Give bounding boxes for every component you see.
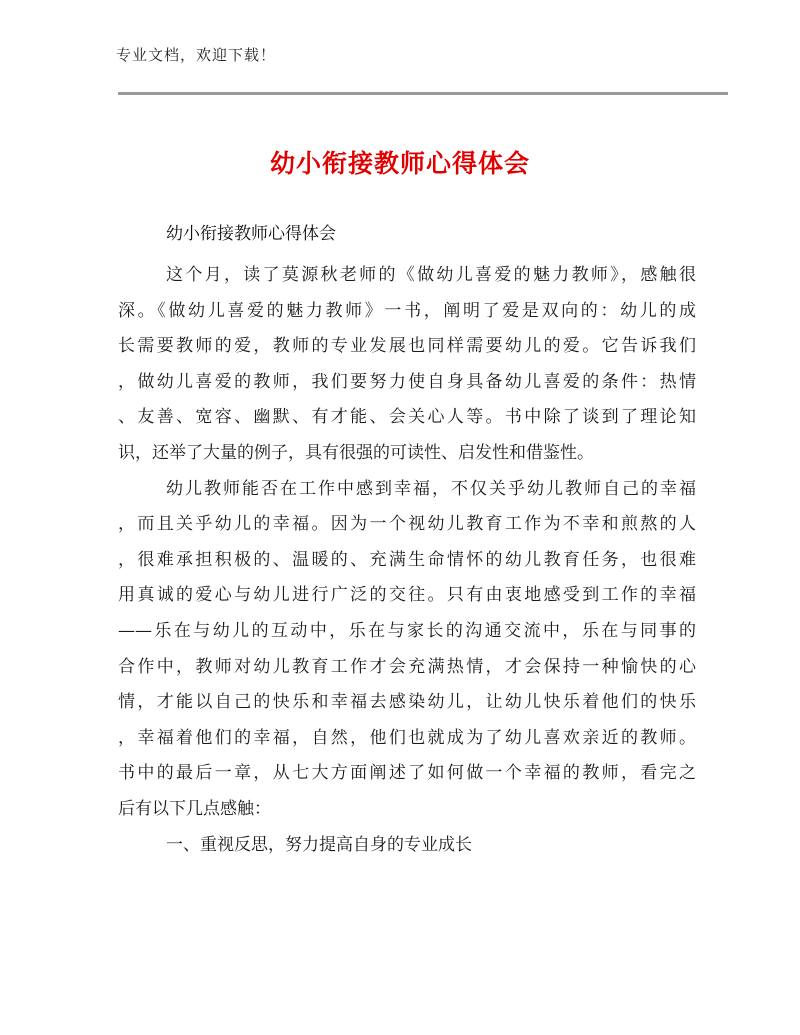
section-subtitle: 幼小衔接教师心得体会: [166, 224, 336, 244]
body-text: [118, 258, 696, 863]
paragraph-line: 书中的最后一章，从七大方面阐述了如何做一个幸福的教师，看完之: [118, 763, 696, 784]
paragraph-line: 这个月，读了莫源秋老师的《做幼儿喜爱的魅力教师》，感触很: [166, 265, 696, 285]
paragraph-line: ，很难承担积极的、温暖的、充满生命情怀的幼儿教育任务，也很难: [118, 549, 696, 570]
paragraph-line: 深。《做幼儿喜爱的魅力教师》一书，阐明了爱是双向的：幼儿的成: [118, 300, 696, 321]
paragraph-line: 长需要教师的爱，教师的专业发展也同样需要幼儿的爱。它告诉我们: [118, 336, 696, 357]
paragraph-line: 、友善、宽容、幽默、有才能、会关心人等。书中除了谈到了理论知: [118, 407, 696, 428]
paragraph-line: ，而且关乎幼儿的幸福。因为一个视幼儿教育工作为不幸和煎熬的人: [118, 514, 696, 535]
paragraph-line: ，做幼儿喜爱的教师，我们要努力使自身具备幼儿喜爱的条件：热情: [118, 371, 696, 392]
paragraph-line: ——乐在与幼儿的互动中，乐在与家长的沟通交流中，乐在与同事的: [118, 620, 696, 641]
document-title: 幼小衔接教师心得体会: [269, 149, 530, 178]
header-divider: [118, 92, 728, 95]
paragraph-line: ，幸福着他们的幸福，自然，他们也就成为了幼儿喜欢亲近的教师。: [118, 727, 696, 748]
paragraph-line: 合作中，教师对幼儿教育工作才会充满热情，才会保持一种愉快的心: [118, 656, 696, 677]
section-heading-line: 一、重视反思，努力提高自身的专业成长: [166, 834, 472, 855]
paragraph-line: 识，还举了大量的例子，具有很强的可读性、启发性和借鉴性。: [118, 442, 594, 463]
document-header: 专业文档，欢迎下载！: [116, 46, 277, 64]
paragraph-line: 用真诚的爱心与幼儿进行广泛的交往。只有由衷地感受到工作的幸福: [118, 585, 696, 606]
paragraph-line: 后有以下几点感触：: [118, 798, 271, 819]
paragraph-line: 情，才能以自己的快乐和幸福去感染幼儿，让幼儿快乐着他们的快乐: [118, 692, 696, 713]
paragraph-line: 幼儿教师能否在工作中感到幸福，不仅关乎幼儿教师自己的幸福: [166, 478, 696, 499]
